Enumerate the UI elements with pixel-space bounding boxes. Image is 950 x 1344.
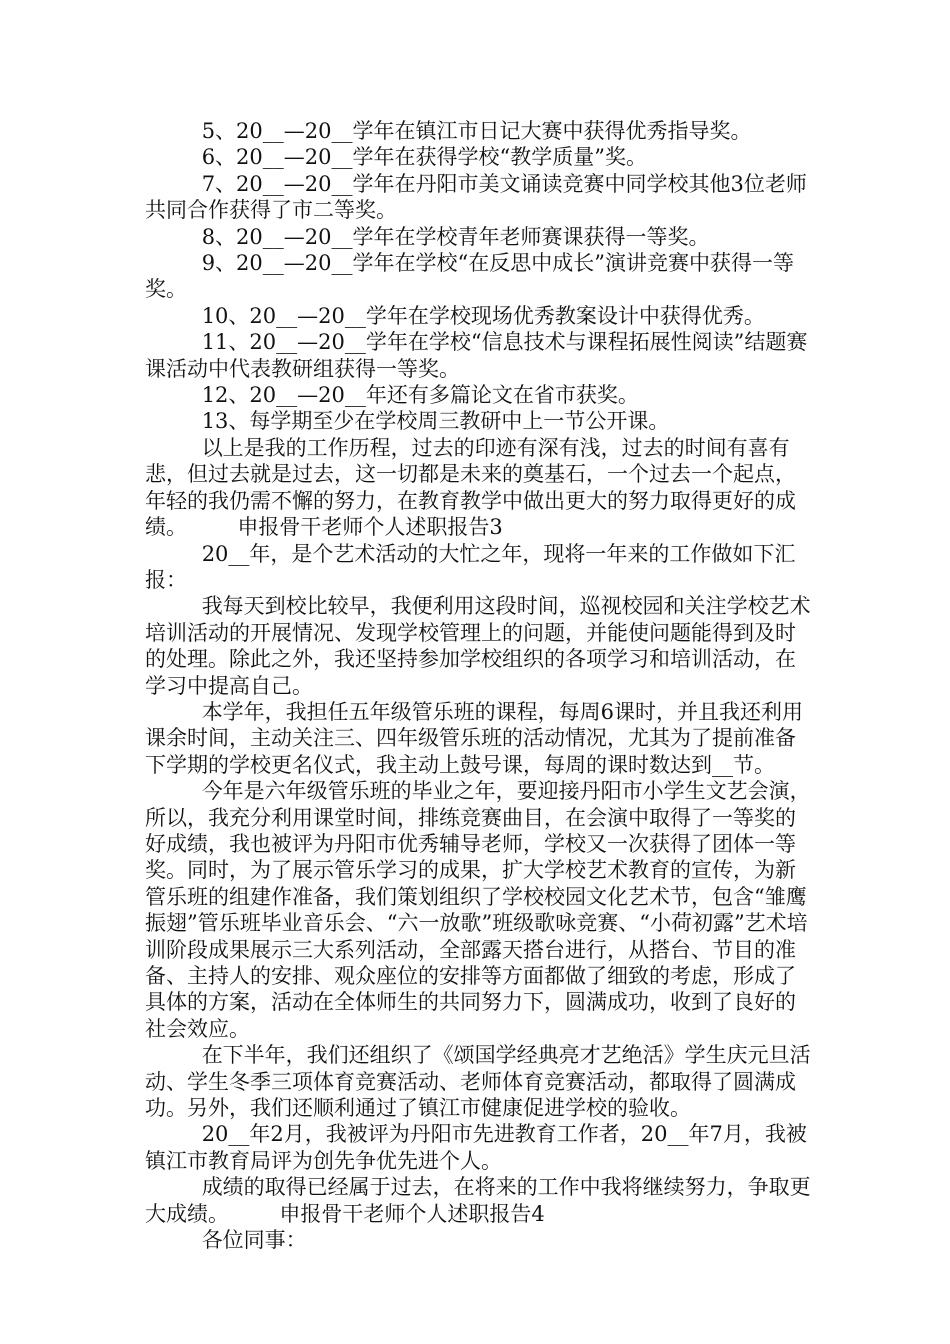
closing-text: 以上是我的工作历程，过去的印迹有深有浅，过去的时间有喜有悲，但过去就是过去，这一切都是未来的奠基石，一个过去一个起点，年轻的我仍需不懈的努力，在教育教学中做出更大的努力取得更好的成绩。 xyxy=(145,435,796,540)
report3-closing-text: 成绩的取得已经属于过去，在将来的工作中我将继续努力，争取更大成绩。 xyxy=(145,1175,811,1226)
document-body xyxy=(145,118,815,1253)
award-item-7: 7、20__—20__学年在丹阳市美文诵读竞赛中同学校其他3位老师共同合作获得了市二等奖。 xyxy=(145,171,807,223)
award-item-10: 10、20__—20__学年在学校现场优秀教案设计中获得优秀。 xyxy=(201,303,765,328)
report4-title: 申报骨干老师个人述职报告4 xyxy=(279,1201,545,1226)
report3-intro: 20__年，是个艺术活动的大忙之年，现将一年来的工作做如下汇报： xyxy=(145,541,796,592)
award-item-6: 6、20__—20__学年在获得学校“教学质量”奖。 xyxy=(201,145,647,170)
award-item-11: 11、20__—20__学年在学校“信息技术与课程拓展性阅读”结题赛课活动中代表教研组获得一等奖。 xyxy=(145,330,808,381)
award-item-12: 12、20__—20__年还有多篇论文在省市获奖。 xyxy=(201,383,639,408)
award-item-8: 8、20__—20__学年在学校青年老师赛课获得一等奖。 xyxy=(201,224,710,249)
report3-paragraph-graduation: 今年是六年级管乐班的毕业之年，要迎接丹阳市小学生文艺会演，所以，我充分利用课堂时间，排练竞赛曲目，在会演中取得了一等奖的好成绩，我也被评为丹阳市优秀辅导老师，学校又一次获得了团体一等奖。同时，为了展示管乐学习的成果，扩大学校艺术教育的宣传，为新管乐班的组建作准备，我们策划组织了学校校园文化艺术节，包含“雏鹰振翅”管乐班毕业音乐会、“六一放歌”班级歌咏竞赛、“小荷初露”艺术培训阶段成果展示三大系列活动，全部露天搭台进行，从搭台、节目的准备、主持人的安排、观众座位的安排等方面都做了细致的考虑，形成了具体的方案，活动在全体师生的共同努力下，圆满成功，收到了良好的社会效应。 xyxy=(145,779,811,1041)
report3-paragraph-second-half: 在下半年，我们还组织了《颂国学经典亮才艺绝活》学生庆元旦活动、学生冬季三项体育竞赛活动、老师体育竞赛活动，都取得了圆满成功。另外，我们还顺利通过了镇江市健康促进学校的验收。 xyxy=(145,1043,811,1121)
award-item-13: 13、每学期至少在学校周三教研中上一节公开课。 xyxy=(201,409,670,434)
closing-paragraph xyxy=(145,435,815,541)
report3-closing-paragraph xyxy=(145,1174,815,1227)
report3-paragraph-teaching: 本学年，我担任五年级管乐班的课程，每周6课时，并且我还利用课余时间，主动关注三、四年级管乐班的活动情况，尤其为了提前准备下学期的学校更名仪式，我主动上鼓号课，每周的课时数达到__节。 xyxy=(145,699,804,777)
report3-paragraph-daily: 我每天到校比较早，我便利用这段时间，巡视校园和关注学校艺术培训活动的开展情况、发现学校管理上的问题，并能使问题能得到及时的处理。除此之外，我还坚持参加学校组织的各项学习和培训活动，在学习中提高自己。 xyxy=(145,594,811,698)
report3-title: 申报骨干老师个人述职报告3 xyxy=(237,515,503,540)
award-item-9: 9、20__—20__学年在学校“在反思中成长”演讲竞赛中获得一等奖。 xyxy=(145,251,794,302)
report3-paragraph-honors: 20__年2月，我被评为丹阳市先进教育工作者，20__年7月，我被镇江市教育局评为创先争优先进个人。 xyxy=(145,1122,807,1173)
report4-greeting: 各位同事： xyxy=(201,1228,307,1253)
award-item-5: 5、20__—20__学年在镇江市日记大赛中获得优秀指导奖。 xyxy=(201,119,752,143)
